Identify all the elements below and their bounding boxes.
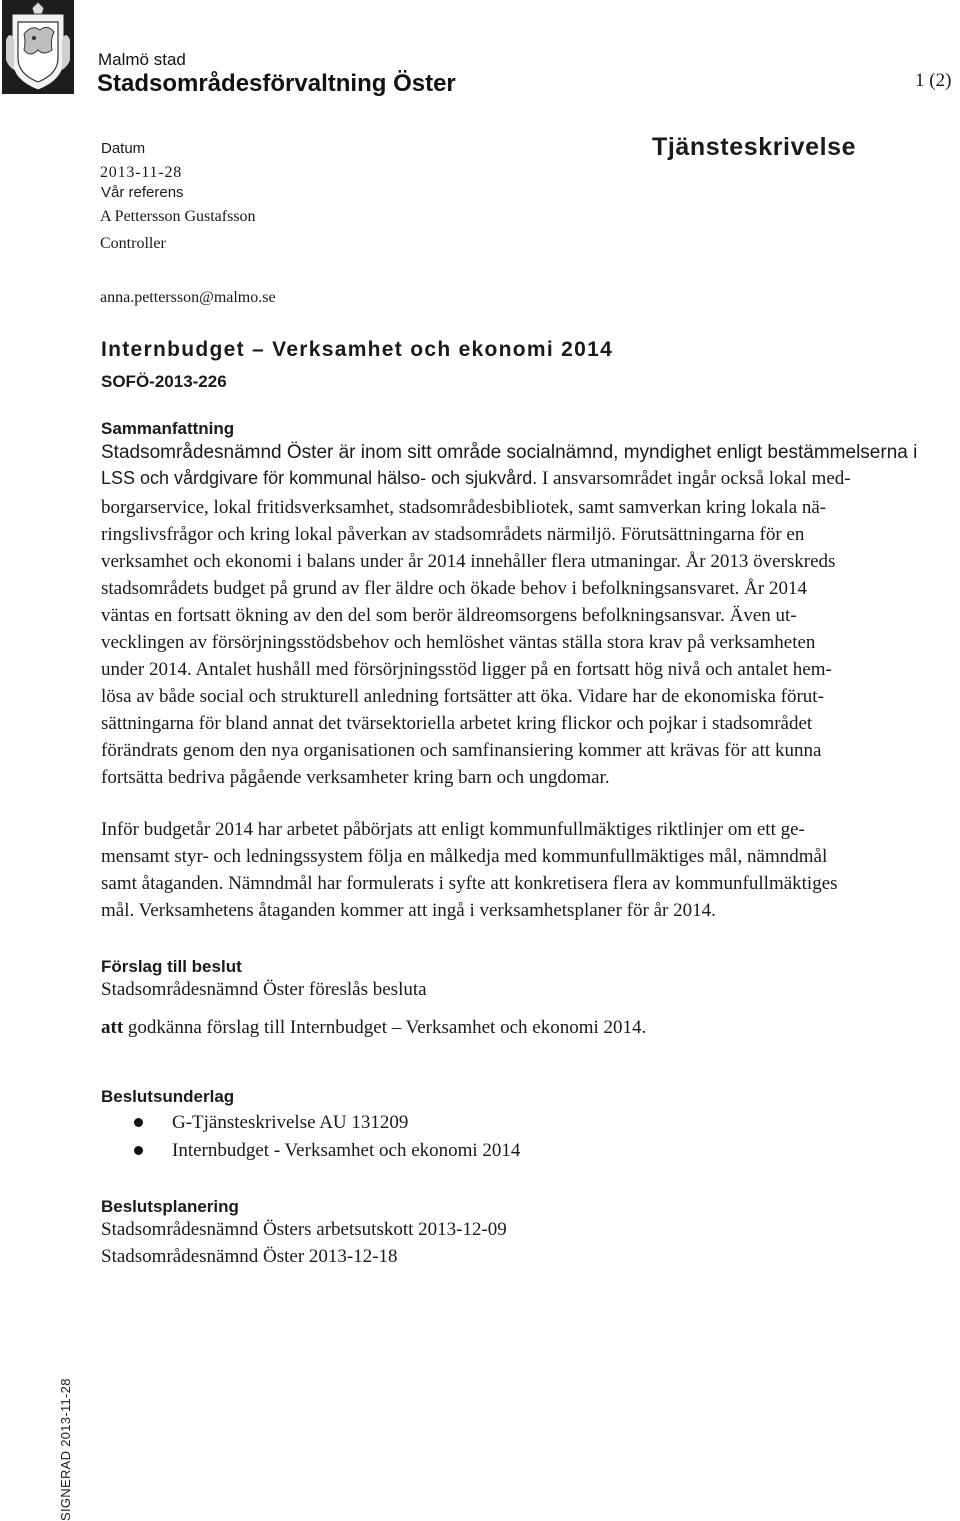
proposal-decision-text: godkänna förslag till Internbudget – Verksamhet och ekonomi 2014.: [123, 1017, 647, 1038]
bullet-icon: [134, 1146, 143, 1155]
summary-line: verksamhet och ekonomi i balans under år 2014 innehåller flera utmaningar. År 2013 överskreds: [101, 551, 836, 572]
summary-heading: Sammanfattning: [101, 419, 235, 438]
reference-name: A Pettersson Gustafsson: [100, 208, 256, 225]
reference-label: Vår referens: [101, 184, 184, 201]
budget-line: mensamt styr- och ledningssystem följa en målkedja med kommunfullmäktiges mål, nämndmål: [101, 846, 828, 867]
summary-line-2-sans: LSS och vårdgivare för kommunal hälso- och sjukvård.: [101, 468, 538, 488]
case-number: SOFÖ-2013-226: [101, 372, 227, 391]
summary-paragraph: [101, 494, 960, 791]
bullet-icon: [134, 1118, 143, 1127]
summary-line: ringslivsfrågor och kring lokal påverkan av stadsområdets närmiljö. Förutsättningarna för en: [101, 524, 805, 545]
summary-line: väntas en fortsatt ökning av den del som berör äldreomsorgens befolkningsansvar. Även ut-: [101, 605, 797, 626]
basis-item: [128, 1137, 520, 1165]
date-label: Datum: [101, 140, 146, 157]
proposal-decision: [101, 1017, 646, 1039]
date-value: 2013-11-28: [100, 164, 183, 181]
reference-email[interactable]: anna.pettersson@malmo.se: [100, 289, 276, 306]
basis-heading: Beslutsunderlag: [101, 1087, 235, 1106]
planning-item: Stadsområdesnämnd Öster 2013-12-18: [101, 1246, 398, 1267]
planning-item: Stadsområdesnämnd Östers arbetsutskott 2013-12-09: [101, 1219, 507, 1240]
document-title: Internbudget – Verksamhet och ekonomi 2014: [101, 338, 614, 361]
signed-stamp: SIGNERAD 2013-11-28: [58, 1378, 73, 1521]
summary-line-2-serif: I ansvarsområdet ingår också lokal med-: [537, 468, 851, 489]
summary-line: förändrats genom den nya organisationen och samfinansiering kommer att krävas för att kunna: [101, 740, 822, 761]
att-keyword: att: [101, 1017, 124, 1038]
summary-line: sättningarna för bland annat det tvärsektoriella arbetet kring flickor och pojkar i stadsområdet: [101, 713, 813, 734]
summary-line: stadsområdets budget på grund av fler äldre och ökade behov i befolkningsansvaret. År 2014: [101, 578, 807, 599]
summary-line-2: [101, 468, 851, 490]
budget-paragraph: [101, 816, 960, 924]
organization-name: Malmö stad: [98, 50, 186, 69]
summary-line: lösa av både social och strukturell anledning fortsätter att öka. Vidare har de ekonomiska förut-: [101, 686, 824, 707]
budget-line: mål. Verksamhetens åtaganden kommer att ingå i verksamhetsplaner för år 2014.: [101, 900, 716, 921]
malmo-coat-of-arms-logo: [2, 0, 74, 94]
basis-list: [128, 1109, 520, 1165]
page-number: 1 (2): [915, 70, 952, 91]
basis-item-text: G-Tjänsteskrivelse AU 131209: [172, 1112, 409, 1133]
proposal-intro: Stadsområdesnämnd Öster föreslås besluta: [101, 979, 427, 1000]
budget-line: samt åtaganden. Nämndmål har formulerats i syfte att konkretisera flera av kommunfullmäktiges: [101, 873, 838, 894]
summary-line: vecklingen av försörjningsstödsbehov och hemlöshet väntas ställa stora krav på verksamheten: [101, 632, 816, 653]
summary-line: borgarservice, lokal fritidsverksamhet, stadsområdesbibliotek, samt samverkan kring lokala nä-: [101, 497, 827, 518]
basis-item: [128, 1109, 520, 1137]
reference-title: Controller: [100, 235, 166, 252]
department-name: Stadsområdesförvaltning Öster: [97, 70, 456, 97]
planning-heading: Beslutsplanering: [101, 1197, 239, 1216]
budget-line: Inför budgetår 2014 har arbetet påbörjats att enligt kommunfullmäktiges riktlinjer om ett ge-: [101, 819, 805, 840]
summary-line: fortsätta bedriva pågående verksamheter kring barn och ungdomar.: [101, 767, 610, 788]
summary-line-1: Stadsområdesnämnd Öster är inom sitt område socialnämnd, myndighet enligt bestämmelserna i: [101, 442, 918, 463]
summary-line: under 2014. Antalet hushåll med försörjningsstöd ligger på en fortsatt hög nivå och antalet hem-: [101, 659, 832, 680]
basis-item-text: Internbudget - Verksamhet och ekonomi 2014: [172, 1140, 521, 1161]
document-type: Tjänsteskrivelse: [652, 133, 857, 161]
proposal-heading: Förslag till beslut: [101, 957, 242, 976]
